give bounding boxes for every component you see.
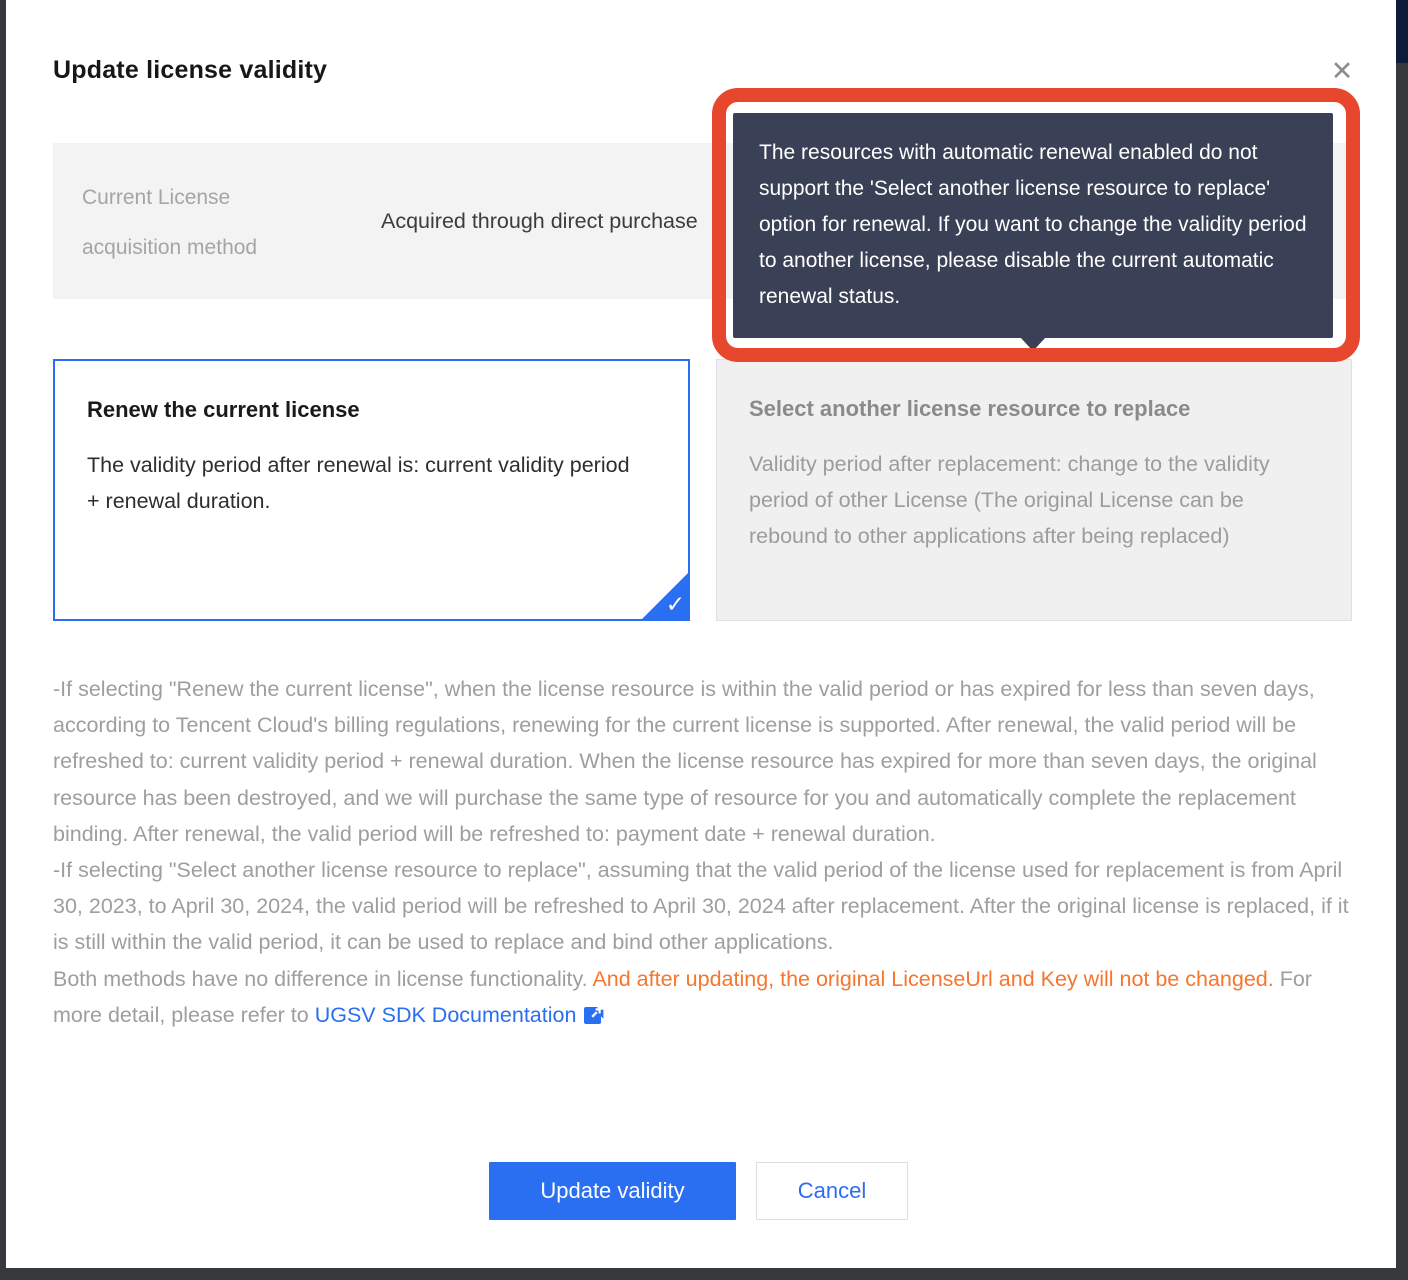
tooltip-arrow — [1020, 337, 1046, 351]
check-icon: ✓ — [665, 592, 685, 618]
option-renew-current-license[interactable] — [53, 359, 690, 621]
close-icon[interactable]: ✕ — [1324, 54, 1360, 90]
ugsv-sdk-documentation-link[interactable]: UGSV SDK Documentation — [314, 1002, 577, 1027]
info-value: Acquired through direct purchase — [381, 209, 698, 233]
note-paragraph-renew: -If selecting "Renew the current license", when the license resource is within the valid period or has expired for less than seven days, according to Tencent Cloud's billing regulations, renewing for the current license is supported. After renewal, the valid period will be refreshed to: current validity period + renewal duration. When the license resource has expired for more than seven days, the original resource has been destroyed, and we will purchase the same type of resource for you and automatically complete the replacement binding. After renewal, the valid period will be refreshed to: payment date + renewal duration. — [53, 677, 1317, 846]
option-description: The validity period after renewal is: current validity period + renewal duration. — [87, 453, 630, 513]
note-paragraph-summary — [53, 961, 1354, 1036]
update-validity-button[interactable]: Update validity — [489, 1162, 736, 1220]
update-license-validity-dialog — [6, 0, 1396, 1268]
background-page-edge — [1396, 0, 1408, 63]
option-title: Renew the current license — [87, 397, 360, 422]
notes-block — [53, 671, 1354, 1036]
cancel-button[interactable]: Cancel — [756, 1162, 908, 1220]
summary-gray-text: Both methods have no difference in license functionality. — [53, 966, 593, 991]
option-title: Select another license resource to replace — [749, 396, 1191, 421]
dialog-title: Update license validity — [53, 56, 328, 84]
option-select-another-license[interactable] — [716, 359, 1352, 621]
summary-refer-text: For more detail, please refer to — [53, 966, 1312, 1027]
summary-warning-text: And after updating, the original LicenseUrl and Key will not be changed. — [592, 966, 1274, 991]
option-description: Validity period after replacement: change to the validity period of other License (The original License can be rebound to other applications after being replaced) — [749, 452, 1270, 548]
external-link-icon[interactable] — [584, 1000, 605, 1036]
info-label: Current License acquisition method — [82, 186, 258, 259]
note-paragraph-replace: -If selecting "Select another license resource to replace", assuming that the valid period of the license used for replacement is from April 30, 2023, to April 30, 2024, the valid period will be refreshed to April 30, 2024 after replacement. After the original license is replaced, if it is still within the valid period, it can be used to replace and bind other applications. — [53, 858, 1349, 955]
auto-renewal-tooltip: The resources with automatic renewal enabled do not support the 'Select another license resource to replace' option for renewal. If you want to change the validity period to another license, please disable the current automatic renewal status. — [733, 113, 1333, 338]
